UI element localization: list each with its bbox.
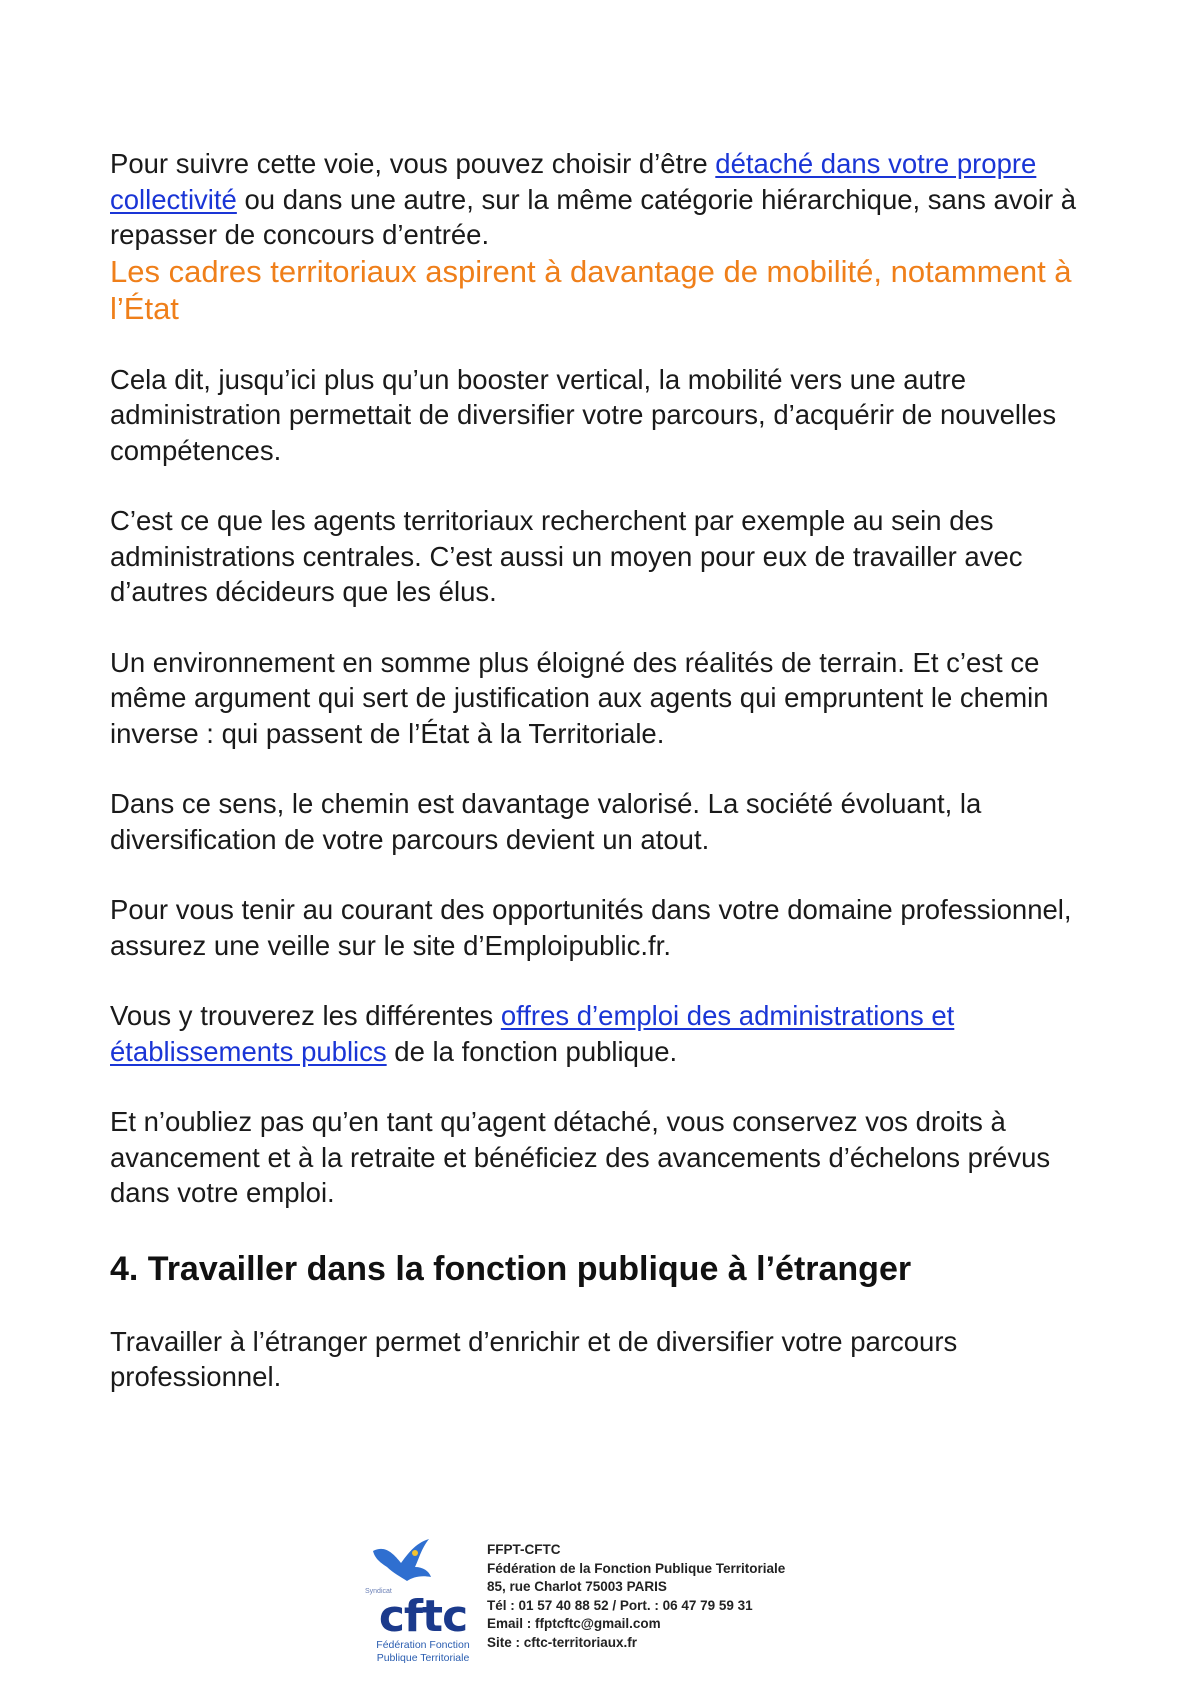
contact-email[interactable]: Email : ffptcftc@gmail.com	[487, 1616, 661, 1631]
paragraph-environnement: Un environnement en somme plus éloigné des réalités de terrain. Et c’est ce même argument qui sert de justification aux agents qui empruntent le chemin inverse : qui passent de l’État à la Territoriale.	[110, 646, 1049, 749]
paragraph-text: Vous y trouverez les différentes	[110, 1000, 501, 1031]
document-body	[110, 146, 1110, 1395]
link-detache-collectivite[interactable]: détaché dans votre propre collectivité	[110, 148, 1037, 215]
logo-wordmark: cftc	[378, 1591, 468, 1642]
section-heading-etranger: 4. Travailler dans la fonction publique à l’étranger	[110, 1249, 912, 1288]
logo-syndicat-label: Syndicat	[365, 1588, 392, 1595]
paragraph-text: Pour suivre cette voie, vous pouvez choisir d’être	[110, 148, 716, 179]
contact-org: FFPT-CFTC	[487, 1542, 561, 1557]
logo-caption-line: Fédération Fonction	[376, 1639, 470, 1651]
paragraph-etranger: Travailler à l’étranger permet d’enrichir et de diversifier votre parcours professionnel.	[110, 1325, 958, 1392]
paragraph-mobilite: Cela dit, jusqu’ici plus qu’un booster vertical, la mobilité vers une autre administration permettait de diversifier votre parcours, d’acquérir de nouvelles compétences.	[110, 363, 1057, 466]
paragraph-chemin-valorise: Dans ce sens, le chemin est davantage valorisé. La société évoluant, la diversification de votre parcours devient un atout.	[110, 788, 982, 855]
contact-address: 85, rue Charlot 75003 PARIS	[487, 1579, 667, 1594]
paragraph-offres-emploi	[110, 998, 1110, 1069]
paragraph-text: ou dans une autre, sur la même catégorie hiérarchique, sans avoir à repasser de concours d’entrée.	[110, 183, 1077, 250]
subheading-cadres-territoriaux: Les cadres territoriaux aspirent à davantage de mobilité, notamment à l’État	[110, 253, 1072, 326]
contact-phones: Tél : 01 57 40 88 52 / Port. : 06 47 79 59 31	[487, 1597, 753, 1613]
logo-caption-line: Publique Territoriale	[376, 1652, 470, 1664]
footer	[363, 1533, 883, 1663]
paragraph-detachement	[110, 146, 1110, 253]
contact-federation: Fédération de la Fonction Publique Territoriale	[487, 1560, 786, 1576]
paragraph-text: de la fonction publique.	[386, 1035, 678, 1067]
paragraph-agent-detache: Et n’oubliez pas qu’en tant qu’agent détaché, vous conservez vos droits à avancement et à la retraite et bénéficiez des avancements d’échelons prévus dans votre emploi.	[110, 1106, 1051, 1208]
logo-caption	[363, 1639, 483, 1665]
contact-site[interactable]: Site : cftc-territoriaux.fr	[487, 1634, 638, 1650]
link-offres-emploi[interactable]: offres d’emploi des administrations et établissements publics	[110, 1000, 955, 1067]
cftc-logo	[363, 1533, 483, 1663]
paragraph-administrations-centrales: C’est ce que les agents territoriaux recherchent par exemple au sein des administrations centrales. C’est aussi un moyen pour eux de travailler avec d’autres décideurs que les élus.	[110, 505, 1023, 607]
paragraph-veille: Pour vous tenir au courant des opportunités dans votre domaine professionnel, assurez une veille sur le site d’Emploipublic.fr.	[110, 894, 1072, 961]
contact-block	[487, 1541, 785, 1652]
